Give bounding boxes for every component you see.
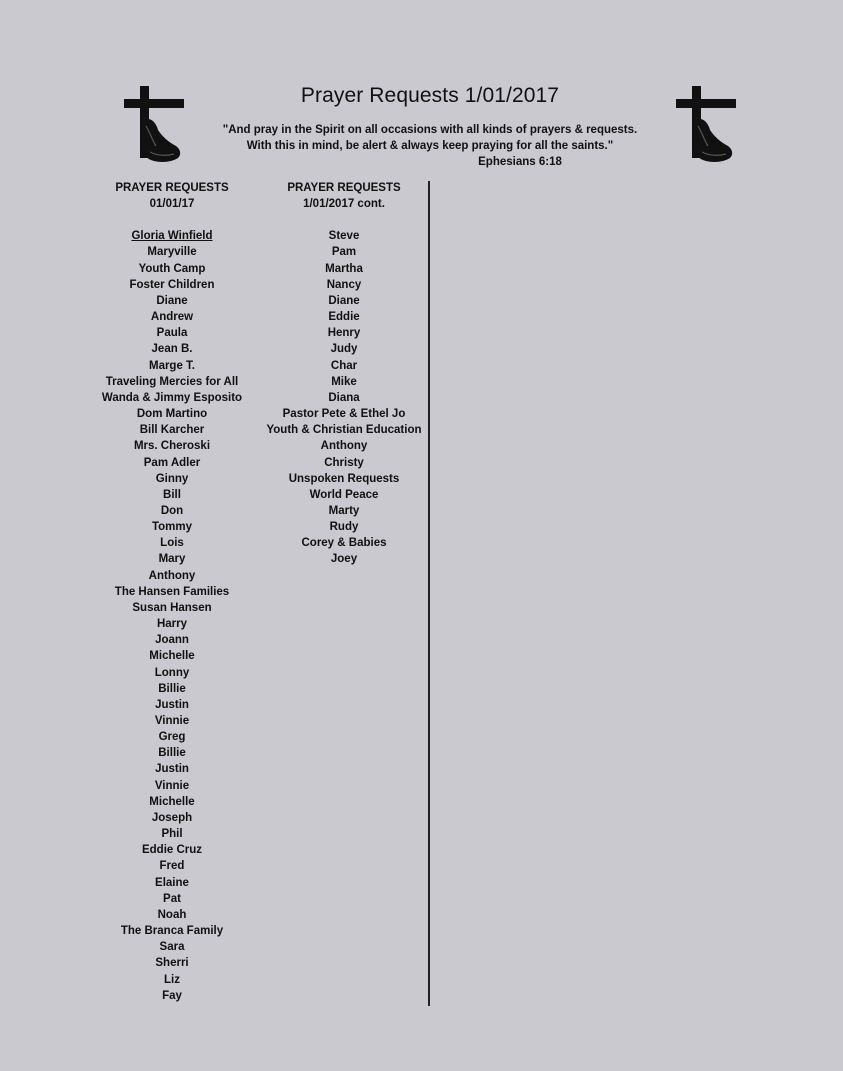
list-item: Eddie: [328, 311, 360, 324]
prayer-list-column-2: [262, 180, 426, 568]
column-heading-date: 1/01/2017 cont.: [303, 198, 385, 211]
list-item: Susan Hansen: [132, 601, 212, 614]
column-divider: [428, 181, 430, 1006]
list-item: Steve: [328, 230, 360, 243]
list-item: Joey: [330, 553, 358, 566]
list-item: Foster Children: [129, 278, 215, 291]
list-item: Corey & Babies: [301, 537, 387, 550]
verse-line-1: "And pray in the Spirit on all occasions with all kinds of prayers & requests.: [222, 124, 638, 136]
list-item: Mrs. Cheroski: [133, 440, 211, 453]
list-item: Bill Karcher: [139, 424, 205, 437]
list-item: Elaine: [155, 876, 189, 889]
column-2-heading: [262, 180, 426, 212]
list-item: Phil: [161, 828, 183, 841]
list-item: The Hansen Families: [114, 585, 230, 598]
list-item: Greg: [158, 731, 186, 744]
list-item: Vinnie: [154, 779, 190, 792]
list-item: Traveling Mercies for All: [105, 375, 239, 388]
list-item: Rudy: [329, 521, 359, 534]
scripture-verse: [0, 122, 843, 170]
list-item: Jean B.: [151, 343, 193, 356]
list-item: Justin: [155, 763, 189, 776]
list-item: Henry: [327, 327, 361, 340]
list-item: Martha: [325, 262, 363, 275]
list-item: Dom Martino: [136, 408, 208, 421]
list-item: Harry: [156, 618, 188, 631]
list-item: Diane: [156, 294, 188, 307]
list-item: Diane: [328, 294, 360, 307]
column-1-heading: [96, 180, 248, 212]
list-item: Noah: [157, 908, 187, 921]
list-item: Michelle: [149, 795, 195, 808]
list-item: Christy: [324, 456, 364, 469]
list-item: Diana: [328, 391, 360, 404]
page-title: Prayer Requests 1/01/2017: [300, 84, 560, 107]
list-item: Pat: [163, 892, 181, 905]
list-item: Pastor Pete & Ethel Jo: [282, 408, 406, 421]
list-item: Joseph: [151, 811, 193, 824]
list-item: Mary: [158, 553, 186, 566]
list-item: Liz: [164, 973, 180, 986]
list-item: Michelle: [149, 650, 195, 663]
list-item: Unspoken Requests: [288, 472, 400, 485]
list-item: Justin: [155, 698, 189, 711]
column-2-list: [262, 228, 426, 567]
list-item: Pam Adler: [143, 456, 201, 469]
list-item: Judy: [330, 343, 358, 356]
list-item: Pam: [331, 246, 357, 259]
list-item: Wanda & Jimmy Esposito: [101, 391, 243, 404]
list-item: Eddie Cruz: [141, 844, 203, 857]
list-item: Youth Camp: [138, 262, 206, 275]
list-item: Fred: [159, 860, 185, 873]
list-item: World Peace: [309, 488, 379, 501]
list-item: Billie: [158, 747, 186, 760]
column-heading-line: PRAYER REQUESTS: [115, 182, 229, 194]
list-item: Gloria Winfield: [131, 230, 213, 243]
list-item: Ginny: [155, 472, 189, 485]
list-item: Sara: [159, 941, 185, 954]
prayer-list-column-1: [96, 180, 248, 1004]
list-item: Anthony: [148, 569, 196, 582]
column-heading-line: PRAYER REQUESTS: [287, 182, 401, 194]
list-item: Paula: [156, 327, 188, 340]
column-1-list: [96, 228, 248, 1004]
list-item: Andrew: [150, 311, 194, 324]
list-item: Tommy: [151, 521, 193, 534]
list-item: Fay: [162, 989, 182, 1002]
list-item: Lois: [160, 537, 184, 550]
list-item: The Branca Family: [120, 925, 224, 938]
list-item: Billie: [158, 682, 186, 695]
list-item: Vinnie: [154, 715, 190, 727]
list-item: Lonny: [154, 666, 190, 679]
list-item: Joann: [155, 634, 189, 647]
list-item: Anthony: [320, 440, 368, 453]
list-item: Mike: [331, 375, 357, 388]
list-item: Don: [160, 504, 184, 517]
column-heading-date: 01/01/17: [149, 198, 195, 211]
verse-line-2: With this in mind, be alert & always keep praying for all the saints.": [246, 140, 614, 152]
list-item: Nancy: [326, 278, 362, 291]
list-item: Char: [330, 359, 358, 372]
list-item: Marge T.: [148, 359, 195, 372]
list-item: Bill: [163, 488, 181, 501]
list-item: Sherri: [155, 957, 189, 970]
list-item: Youth & Christian Education: [266, 424, 422, 437]
list-item: Marty: [328, 504, 360, 517]
verse-reference: Ephesians 6:18: [478, 156, 562, 168]
list-item: Maryville: [147, 246, 197, 259]
